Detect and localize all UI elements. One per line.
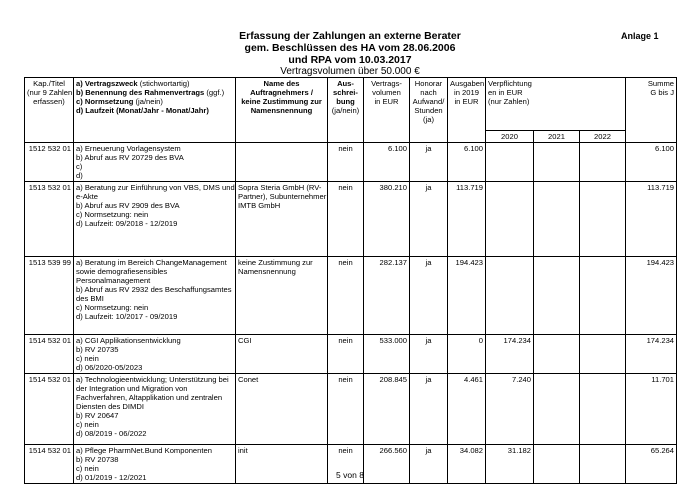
col-header-kap: Kap./Titel (nur 9 Zahlen erfassen) (25, 78, 74, 143)
cell-vertragsvolumen: 6.100 (364, 143, 410, 182)
table-row (25, 143, 677, 182)
cell-ausgaben-2019: 34.082 (448, 445, 486, 484)
cell-kap-titel: 1513 539 99 (25, 257, 74, 335)
col-header-honorar: Honorar nach Aufwand/ Stunden (ja) (410, 78, 448, 143)
cell-auftragnehmer: CGI (236, 335, 328, 374)
cell-honorar: ja (410, 143, 448, 182)
cell-ausschreibung: nein (328, 335, 364, 374)
cell-vertragszweck: a) Beratung zur Einführung von VBS, DMS und e-Akte b) Abruf aus RV 2909 des BVA c) Normsetzung: nein d) Laufzeit: 09/2018 - 12/2019 (74, 182, 236, 257)
attachment-label: Anlage 1 (621, 31, 659, 41)
cell-auftragnehmer (236, 143, 328, 182)
cell-2020 (486, 257, 534, 335)
cell-2021 (534, 374, 580, 445)
cell-2022 (580, 374, 626, 445)
cell-summe: 11.701 (626, 374, 677, 445)
cell-2021 (534, 143, 580, 182)
col-header-2020: 2020 (486, 131, 534, 143)
cell-summe: 194.423 (626, 257, 677, 335)
cell-honorar: ja (410, 257, 448, 335)
document-title-line3: und RPA vom 10.03.2017 (288, 54, 412, 66)
cell-2020: 174.234 (486, 335, 534, 374)
cell-ausschreibung: nein (328, 182, 364, 257)
cell-2020: 7.240 (486, 374, 534, 445)
cell-ausschreibung: nein (328, 257, 364, 335)
cell-honorar: ja (410, 374, 448, 445)
cell-2022 (580, 143, 626, 182)
cell-kap-titel: 1514 532 01 (25, 445, 74, 484)
cell-kap-titel: 1512 532 01 (25, 143, 74, 182)
cell-2021 (534, 335, 580, 374)
cell-ausschreibung: nein (328, 374, 364, 445)
table-row (25, 374, 677, 445)
cell-2021 (534, 182, 580, 257)
table-row (25, 257, 677, 335)
cell-2022 (580, 182, 626, 257)
col-header-verpflichtungen: Verpflichtung en in EUR (nur Zahlen) (486, 78, 626, 131)
cell-auftragnehmer: Sopra Steria GmbH (RV- Partner), Subunternehmer IMTB GmbH (236, 182, 328, 257)
cell-summe: 174.234 (626, 335, 677, 374)
col-header-vertragsvolumen: Vertrags- volumen in EUR (364, 78, 410, 143)
cell-vertragsvolumen: 208.845 (364, 374, 410, 445)
cell-honorar: ja (410, 182, 448, 257)
cell-summe: 113.719 (626, 182, 677, 257)
cell-2022 (580, 257, 626, 335)
page-number: 5 von 8 (336, 470, 364, 480)
cell-2021 (534, 257, 580, 335)
document-title-line2: gem. Beschlüssen des HA vom 28.06.2006 (244, 42, 456, 54)
cell-auftragnehmer: Conet (236, 374, 328, 445)
col-header-2021: 2021 (534, 131, 580, 143)
cell-kap-titel: 1514 532 01 (25, 374, 74, 445)
cell-vertragsvolumen: 282.137 (364, 257, 410, 335)
cell-vertragsvolumen: 266.560 (364, 445, 410, 484)
cell-vertragszweck: a) Pflege PharmNet.Bund Komponenten b) RV 20738 c) nein d) 01/2019 - 12/2021 (74, 445, 236, 484)
table-row (25, 335, 677, 374)
cell-ausgaben-2019: 194.423 (448, 257, 486, 335)
cell-vertragsvolumen: 533.000 (364, 335, 410, 374)
cell-ausgaben-2019: 4.461 (448, 374, 486, 445)
col-header-vertragszweck: a) Vertragszweck (stichwortartig) b) Benennung des Rahmenvertrags (ggf.) c) Normsetzung (ja/nein) d) Laufzeit (Monat/Jahr - Monat/Jahr) (74, 78, 236, 143)
cell-auftragnehmer: keine Zustimmung zur Namensnennung (236, 257, 328, 335)
cell-ausschreibung: nein (328, 445, 364, 484)
cell-ausschreibung: nein (328, 143, 364, 182)
cell-2020: 31.182 (486, 445, 534, 484)
cell-vertragszweck: a) Beratung im Bereich ChangeManagement sowie demografiesensibles Personalmanagement b) Abruf aus RV 2932 des Beschaffungsamtes des BMI c) Normsetzung: nein d) Laufzeit: 10/2017 - 09/2019 (74, 257, 236, 335)
cell-2022 (580, 335, 626, 374)
cell-ausgaben-2019: 6.100 (448, 143, 486, 182)
cell-vertragszweck: a) CGI Applikationsentwicklung b) RV 20735 c) nein d) 06/2020-05/2023 (74, 335, 236, 374)
cell-kap-titel: 1513 532 01 (25, 182, 74, 257)
col-header-summe: Summe G bis J (626, 78, 677, 143)
cell-ausgaben-2019: 113.719 (448, 182, 486, 257)
cell-kap-titel: 1514 532 01 (25, 335, 74, 374)
cell-honorar: ja (410, 335, 448, 374)
col-header-ausgaben-2019: Ausgaben in 2019 in EUR (448, 78, 486, 143)
cell-2020 (486, 143, 534, 182)
table-row (25, 182, 677, 257)
cell-summe: 65.264 (626, 445, 677, 484)
document-title: Erfassung der Zahlungen an externe Berater (239, 30, 461, 42)
col-header-2022: 2022 (580, 131, 626, 143)
cell-vertragsvolumen: 380.210 (364, 182, 410, 257)
cell-auftragnehmer: init (236, 445, 328, 484)
cell-ausgaben-2019: 0 (448, 335, 486, 374)
cell-summe: 6.100 (626, 143, 677, 182)
cell-vertragszweck: a) Technologieentwicklung; Unterstützung bei der Integration und Migration von Fachverfahren, Altapplikation und zentralen Diensten des DIMDI b) RV 20647 c) nein d) 08/2019 - 06/2022 (74, 374, 236, 445)
document-subtitle: Vertragsvolumen über 50.000 € (280, 66, 420, 77)
payments-table (24, 77, 677, 484)
col-header-auftragnehmer: Name des Auftragnehmers / keine Zustimmung zur Namensnennung (236, 78, 328, 143)
cell-honorar: ja (410, 445, 448, 484)
col-header-ausschreibung: Aus- schrei- bung (ja/nein) (328, 78, 364, 143)
cell-vertragszweck: a) Erneuerung Vorlagensystem b) Abruf aus RV 20729 des BVA c) d) (74, 143, 236, 182)
cell-2020 (486, 182, 534, 257)
